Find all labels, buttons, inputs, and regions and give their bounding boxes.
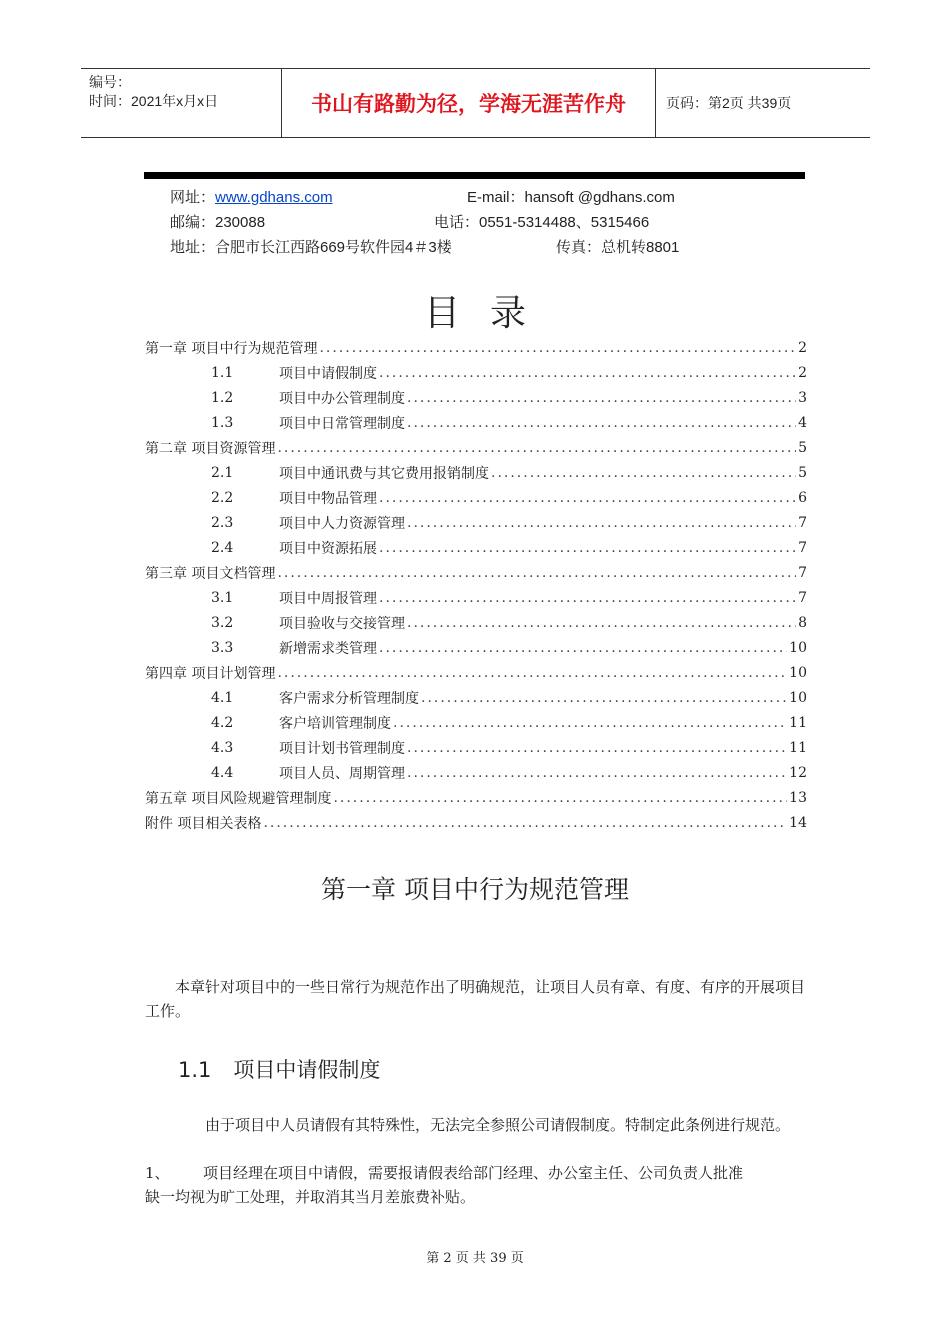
toc-entry-text: 项目中人力资源管理 — [279, 515, 405, 532]
toc-entry-page: 5 — [798, 439, 807, 456]
toc-entry-page: 7 — [798, 514, 807, 531]
toc-entry-number: 2.1 — [211, 464, 234, 481]
contact-email: E-mail：hansoft @gdhans.com — [467, 189, 675, 206]
toc-entry-text: 项目中办公管理制度 — [279, 390, 405, 407]
toc-entry[interactable] — [145, 510, 807, 535]
chapter-intro: 本章针对项目中的一些日常行为规范作出了明确规范，让项目人员有章、有度、有序的开展项目工作。 — [145, 978, 806, 1020]
toc-entry-page: 6 — [798, 489, 807, 506]
toc-entry-text: 第三章 项目文档管理 — [145, 565, 276, 582]
toc-entry-page: 2 — [798, 364, 807, 381]
toc-entry-page: 7 — [798, 589, 807, 606]
section-heading — [178, 1054, 380, 1084]
toc-entry-text: 新增需求类管理 — [279, 640, 377, 657]
toc-dot-leader — [407, 740, 787, 756]
toc-entry-page: 11 — [789, 714, 807, 731]
toc-entry-number: 2.2 — [211, 489, 234, 506]
toc-entry-text: 第一章 项目中行为规范管理 — [145, 340, 318, 357]
toc-entry[interactable] — [145, 585, 807, 610]
contact-postcode: 邮编：230088 — [170, 214, 266, 231]
list-item-number: 1、 — [145, 1164, 170, 1182]
section-number: 1.1 — [178, 1058, 212, 1082]
toc-entry[interactable] — [145, 485, 807, 510]
contact-fax: 传真：总机转8801 — [556, 239, 680, 256]
toc-dot-leader — [263, 815, 787, 831]
toc-dot-leader — [379, 365, 796, 381]
toc-dot-leader — [277, 440, 796, 456]
list-item — [145, 1161, 805, 1209]
toc-title: 目录 — [423, 293, 556, 334]
toc-dot-leader — [407, 390, 796, 406]
toc-entry-text: 项目中通讯费与其它费用报销制度 — [279, 465, 489, 482]
toc-entry-number: 4.1 — [211, 689, 234, 706]
toc-entry[interactable] — [145, 610, 807, 635]
section-paragraph: 由于项目中人员请假有其特殊性，无法完全参照公司请假制度。特制定此条例进行规范。 — [205, 1116, 791, 1134]
toc-entry[interactable] — [145, 785, 807, 810]
toc-entry-page: 13 — [789, 789, 807, 806]
toc-entry[interactable] — [145, 535, 807, 560]
toc-entry-page: 7 — [798, 564, 807, 581]
toc-entry-text: 项目人员、周期管理 — [279, 765, 405, 782]
toc-dot-leader — [407, 765, 787, 781]
toc-dot-leader — [333, 790, 787, 806]
toc-entry[interactable] — [145, 560, 807, 585]
toc-entry-page: 10 — [789, 639, 807, 656]
toc-entry[interactable] — [145, 735, 807, 760]
toc-entry-number: 1.3 — [211, 414, 234, 431]
toc-entry-number: 3.1 — [211, 589, 234, 606]
toc-dot-leader — [393, 715, 787, 731]
toc-entry[interactable] — [145, 460, 807, 485]
contact-website-line — [170, 186, 333, 207]
toc-entry-text: 项目中周报管理 — [279, 590, 377, 607]
black-divider-bar — [144, 172, 805, 179]
toc-entry-text: 第五章 项目风险规避管理制度 — [145, 790, 332, 807]
toc-dot-leader — [421, 690, 787, 706]
website-label: 网址： — [170, 189, 216, 206]
toc-entry-page: 3 — [798, 389, 807, 406]
toc-dot-leader — [379, 590, 796, 606]
toc-entry-number: 1.1 — [211, 364, 234, 381]
toc-entry-number: 4.4 — [211, 764, 234, 781]
toc-entry-text: 项目中物品管理 — [279, 490, 377, 507]
toc-entry-number: 2.3 — [211, 514, 234, 531]
toc-entry[interactable] — [145, 685, 807, 710]
toc-entry-text: 客户需求分析管理制度 — [279, 690, 419, 707]
toc-entry[interactable] — [145, 710, 807, 735]
page-footer: 第 2 页 共 39 页 — [426, 1251, 524, 1266]
toc-entry[interactable] — [145, 385, 807, 410]
toc-entry[interactable] — [145, 810, 807, 835]
toc-entry-text: 第二章 项目资源管理 — [145, 440, 276, 457]
toc-dot-leader — [277, 665, 787, 681]
toc-entry-number: 4.2 — [211, 714, 234, 731]
header-motto: 书山有路勤为径，学海无涯苦作舟 — [281, 69, 656, 137]
toc-entry-page: 10 — [789, 664, 807, 681]
toc-entry[interactable] — [145, 335, 807, 360]
toc-entry[interactable] — [145, 435, 807, 460]
toc-dot-leader — [407, 615, 796, 631]
toc-entry[interactable] — [145, 760, 807, 785]
toc-dot-leader — [277, 565, 796, 581]
toc-entry-number: 3.3 — [211, 639, 234, 656]
table-of-contents — [145, 335, 807, 835]
website-link[interactable]: www.gdhans.com — [215, 189, 333, 206]
toc-dot-leader — [407, 515, 796, 531]
toc-entry-text: 附件 项目相关表格 — [145, 815, 262, 832]
toc-entry-page: 11 — [789, 739, 807, 756]
toc-entry[interactable] — [145, 360, 807, 385]
toc-entry-page: 7 — [798, 539, 807, 556]
toc-entry-page: 12 — [789, 764, 807, 781]
toc-entry-page: 4 — [798, 414, 807, 431]
toc-entry[interactable] — [145, 410, 807, 435]
list-item-continuation: 缺一均视为旷工处理，并取消其当月差旅费补贴。 — [145, 1188, 476, 1206]
toc-entry-number: 4.3 — [211, 739, 234, 756]
toc-entry-page: 2 — [798, 339, 807, 356]
toc-dot-leader — [379, 490, 796, 506]
toc-entry-page: 14 — [789, 814, 807, 831]
toc-entry-page: 10 — [789, 689, 807, 706]
toc-entry-text: 客户培训管理制度 — [279, 715, 391, 732]
page-header — [81, 68, 870, 138]
toc-entry-number: 2.4 — [211, 539, 234, 556]
header-page-label: 页码：第2页 共39页 — [666, 95, 792, 111]
toc-entry-text: 项目验收与交接管理 — [279, 615, 405, 632]
list-item-text: 项目经理在项目中请假，需要报请假表给部门经理、办公室主任、公司负责人批准 — [203, 1164, 744, 1182]
toc-dot-leader — [379, 540, 796, 556]
chapter-title: 第一章 项目中行为规范管理 — [321, 875, 629, 904]
toc-entry-text: 第四章 项目计划管理 — [145, 665, 276, 682]
toc-entry-number: 3.2 — [211, 614, 234, 631]
toc-entry[interactable] — [145, 635, 807, 660]
header-left-cell — [81, 69, 281, 137]
toc-dot-leader — [491, 465, 796, 481]
toc-entry[interactable] — [145, 660, 807, 685]
section-title: 项目中请假制度 — [233, 1058, 381, 1082]
toc-dot-leader — [319, 340, 796, 356]
toc-entry-text: 项目计划书管理制度 — [279, 740, 405, 757]
toc-entry-text: 项目中资源拓展 — [279, 540, 377, 557]
contact-phone: 电话：0551-5314488、5315466 — [434, 214, 650, 231]
toc-entry-page: 8 — [798, 614, 807, 631]
toc-entry-text: 项目中日常管理制度 — [279, 415, 405, 432]
toc-dot-leader — [379, 640, 787, 656]
header-number-label: 编号： — [89, 74, 131, 90]
contact-address: 地址：合肥市长江西路669号软件园4＃3楼 — [170, 239, 452, 256]
toc-dot-leader — [407, 415, 796, 431]
toc-entry-page: 5 — [798, 464, 807, 481]
toc-entry-text: 项目中请假制度 — [279, 365, 377, 382]
header-date: 时间：2021年x月x日 — [89, 93, 219, 109]
toc-entry-number: 1.2 — [211, 389, 234, 406]
